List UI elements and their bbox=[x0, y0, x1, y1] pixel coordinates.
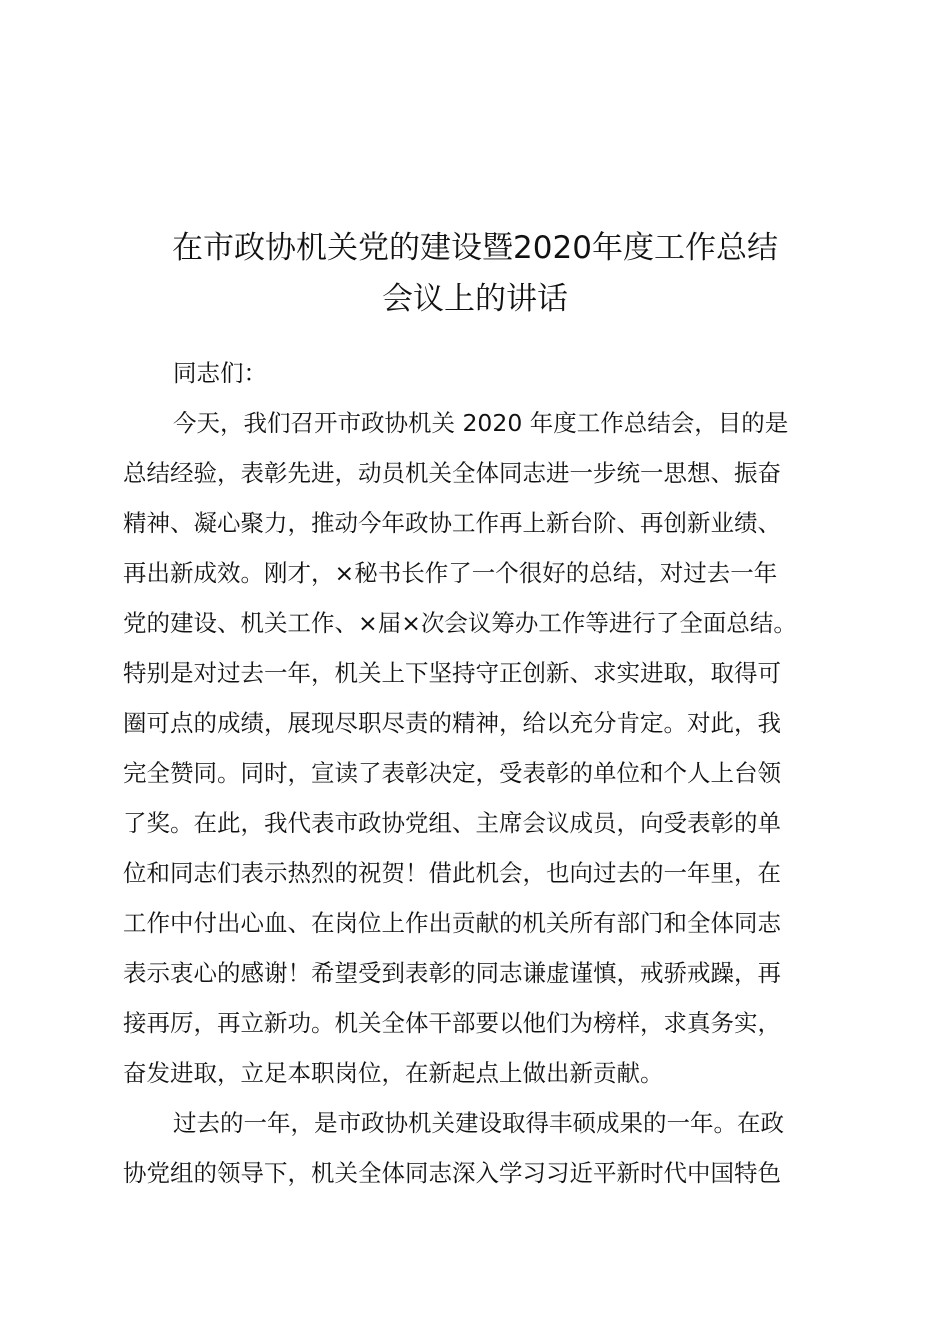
paragraph-line: 接再厉，再立新功。机关全体干部要以他们为榜样，求真务实， bbox=[123, 1009, 781, 1037]
paragraph-line: 党的建设、机关工作、×届×次会议筹办工作等进行了全面总结。 bbox=[123, 609, 797, 637]
paragraph-line: 再出新成效。刚才，×秘书长作了一个很好的总结，对过去一年 bbox=[123, 559, 778, 587]
paragraph-line: 协党组的领导下，机关全体同志深入学习习近平新时代中国特色 bbox=[123, 1159, 781, 1187]
paragraph-line: 奋发进取，立足本职岗位，在新起点上做出新贡献。 bbox=[123, 1059, 664, 1087]
paragraph-line: 位和同志们表示热烈的祝贺！借此机会，也向过去的一年里，在 bbox=[123, 859, 781, 887]
paragraph-line: 完全赞同。同时，宣读了表彰决定，受表彰的单位和个人上台领 bbox=[123, 759, 781, 787]
paragraph-line: 精神、凝心聚力，推动今年政协工作再上新台阶、再创新业绩、 bbox=[123, 509, 781, 537]
paragraph-line: 圈可点的成绩，展现尽职尽责的精神，给以充分肯定。对此，我 bbox=[123, 709, 781, 737]
paragraph-line: 工作中付出心血、在岗位上作出贡献的机关所有部门和全体同志 bbox=[123, 909, 781, 937]
paragraph-line: 特别是对过去一年，机关上下坚持守正创新、求实进取，取得可 bbox=[123, 659, 781, 687]
paragraph-line: 了奖。在此，我代表市政协党组、主席会议成员，向受表彰的单 bbox=[123, 809, 781, 837]
paragraph-line: 过去的一年，是市政协机关建设取得丰硕成果的一年。在政 bbox=[173, 1109, 784, 1137]
paragraph-line: 表示衷心的感谢！希望受到表彰的同志谦虚谨慎，戒骄戒躁，再 bbox=[123, 959, 781, 987]
paragraph-line: 总结经验，表彰先进，动员机关全体同志进一步统一思想、振奋 bbox=[123, 459, 781, 487]
document-title-line-1: 在市政协机关党的建设暨2020年度工作总结 bbox=[172, 230, 778, 266]
document-title-line-2: 会议上的讲话 bbox=[382, 281, 568, 317]
paragraph-line: 今天，我们召开市政协机关 2020 年度工作总结会，目的是 bbox=[173, 409, 789, 437]
salutation: 同志们： bbox=[173, 359, 267, 387]
